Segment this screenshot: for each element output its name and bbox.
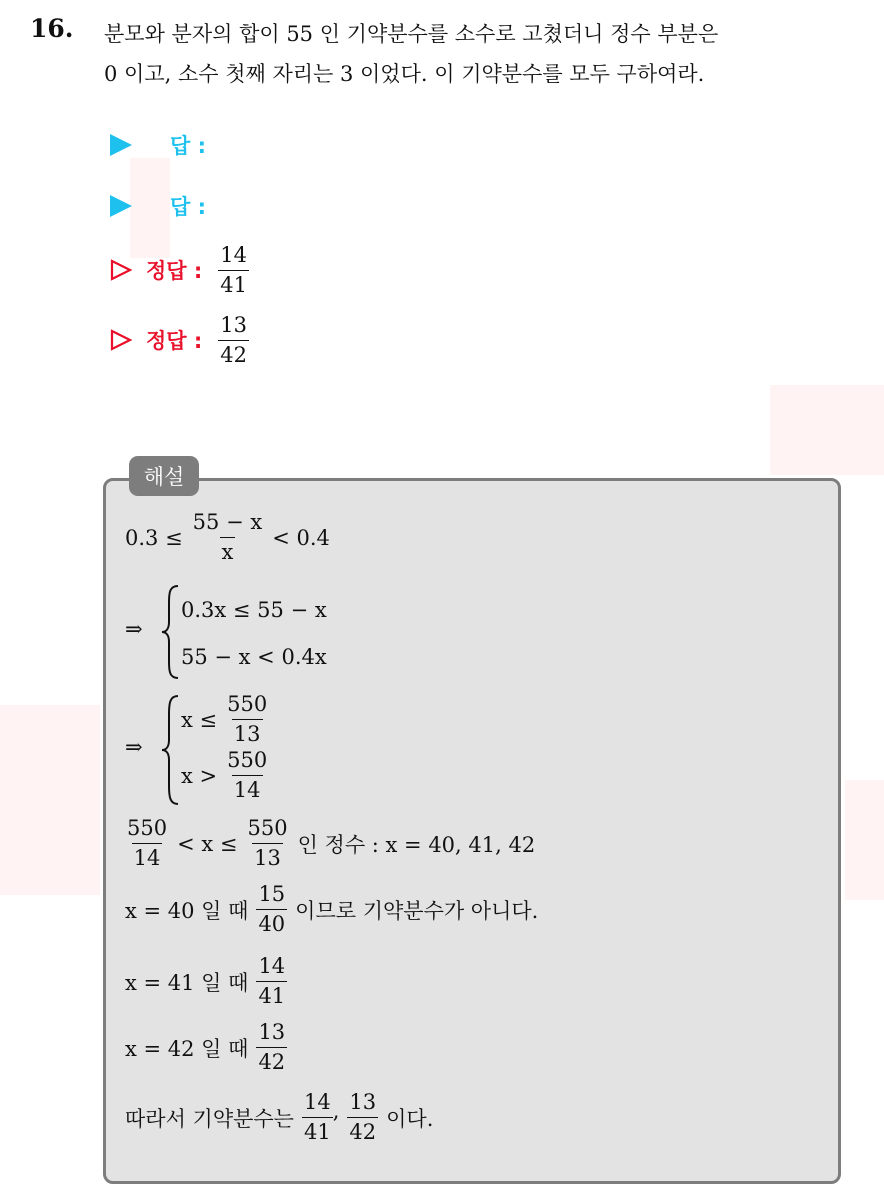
system-eq-b: 55 − x < 0.4x: [181, 645, 327, 669]
answer-label: 답 :: [170, 195, 206, 219]
correct-answer-row-1: [110, 240, 249, 300]
fraction: $\frac{550}{13}$: [247, 816, 288, 870]
answer-label: 답 :: [170, 134, 206, 158]
correct-answer-row-2: [110, 310, 249, 370]
correct-answer-label: 정답 :: [146, 329, 203, 353]
left-brace-icon: [160, 584, 180, 680]
question-number: 16.: [30, 14, 74, 43]
system-eq-a: 0.3x ≤ 55 − x: [181, 598, 327, 622]
play-arrow-icon: [110, 134, 132, 156]
fraction: $\frac{55 - x}{x}$: [192, 510, 263, 564]
answer-blank-row-2: [110, 176, 206, 236]
system-ineq-a: x ≤ $\frac{550}{13}$: [181, 692, 268, 746]
solution-line-5: x = 40 일 때 $\frac{15}{40}$ 이므로 기약분수가 아니다.: [125, 882, 539, 936]
fraction: $\frac{15}{40}$: [258, 882, 286, 936]
answer-blank-row-1: [110, 115, 206, 175]
play-arrow-icon: [110, 195, 132, 217]
fraction: $\frac{13}{42}$: [349, 1090, 377, 1144]
correct-answer-fraction: $\frac{14}{41}$: [220, 242, 248, 297]
background-tint: [0, 705, 100, 895]
solution-line-1: 0.3 ≤ $\frac{55 - x}{x}$ < 0.4: [125, 510, 330, 564]
system-ineq-b: x > $\frac{550}{14}$: [181, 748, 268, 802]
correct-answer-label: 정답 :: [146, 259, 203, 283]
fraction: $\frac{550}{14}$: [127, 816, 168, 870]
left-brace-icon: [160, 694, 180, 806]
fraction: $\frac{14}{41}$: [258, 954, 286, 1008]
question-text-line-2: 0 이고, 소수 첫째 자리는 3 이었다. 이 기약분수를 모두 구하여라.: [104, 62, 705, 86]
fraction: $\frac{550}{14}$: [227, 748, 268, 802]
solution-line-2-arrow: ⇒: [125, 617, 143, 641]
background-tint: [845, 780, 884, 900]
fraction: $\frac{13}{42}$: [258, 1020, 286, 1074]
solution-line-7: x = 42 일 때 $\frac{13}{42}$: [125, 1020, 286, 1074]
correct-answer-fraction: $\frac{13}{42}$: [220, 312, 248, 367]
fraction: $\frac{14}{41}$: [303, 1090, 331, 1144]
solution-line-6: x = 41 일 때 $\frac{14}{41}$: [125, 954, 286, 1008]
solution-line-8: 따라서 기약분수는 $\frac{14}{41}$ , $\frac{13}{42}$ 이다.: [125, 1090, 434, 1144]
solution-tag: 해설: [129, 456, 199, 496]
solution-line-3-arrow: ⇒: [125, 735, 143, 759]
outline-triangle-icon: [110, 259, 132, 281]
background-tint: [770, 385, 884, 475]
solution-line-4: $\frac{550}{14}$ < x ≤ $\frac{550}{13}$ 인 정수 : x = 40, 41, 42: [127, 816, 536, 870]
fraction: $\frac{550}{13}$: [227, 692, 268, 746]
question-text-line-1: 분모와 분자의 합이 55 인 기약분수를 소수로 고쳤더니 정수 부분은: [104, 22, 719, 46]
outline-triangle-icon: [110, 329, 132, 351]
